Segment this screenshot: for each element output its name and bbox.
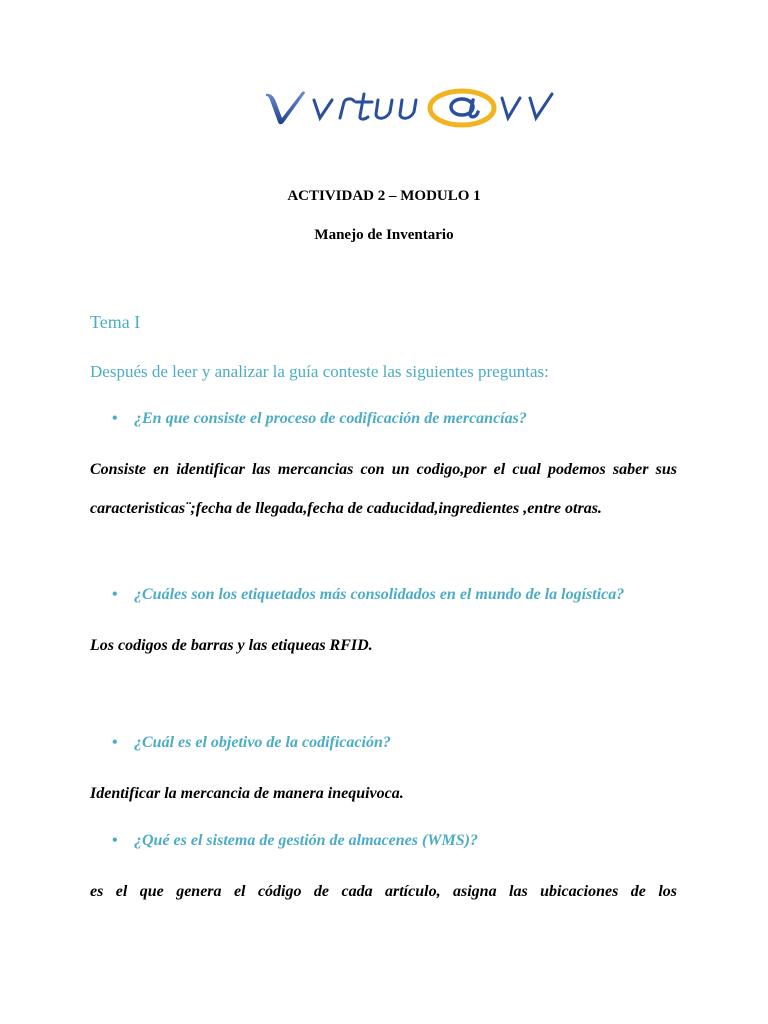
instructions-text: Después de leer y analizar la guía conteste las siguientes preguntas: (90, 362, 549, 381)
question-item (112, 734, 391, 752)
answer-text: Consiste en identificar las mercancias con un codigo,por el cual podemos saber sus caracteristicas¨;fecha de llegada,fecha de caducidad,ingredientes ,entre otras. (90, 461, 677, 517)
question-item (112, 410, 527, 428)
section-heading: Tema I (90, 312, 141, 332)
question-item (112, 832, 478, 850)
document-subtitle: Manejo de Inventario (314, 227, 454, 243)
bullet-icon: • (112, 586, 118, 603)
answer-text: es el que genera el código de cada artículo, asigna las ubicaciones de los (90, 883, 677, 900)
question-text: ¿Cuáles son los etiquetados más consolidados en el mundo de la logística? (134, 586, 625, 603)
bullet-icon: • (112, 410, 118, 427)
bullet-icon: • (112, 734, 118, 751)
question-item (112, 586, 624, 604)
question-text: ¿En que consiste el proceso de codificación de mercancías? (134, 410, 527, 427)
answer-text: Identificar la mercancia de manera inequivoca. (90, 785, 404, 802)
bullet-icon: • (112, 832, 118, 849)
answer-text: Los codigos de barras y las etiqueas RFID. (90, 637, 373, 654)
question-text: ¿Cuál es el objetivo de la codificación? (134, 734, 391, 751)
document-title: ACTIVIDAD 2 – MODULO 1 (287, 188, 481, 204)
virtual-at-logo (262, 80, 558, 128)
question-text: ¿Qué es el sistema de gestión de almacenes (WMS)? (134, 832, 478, 849)
